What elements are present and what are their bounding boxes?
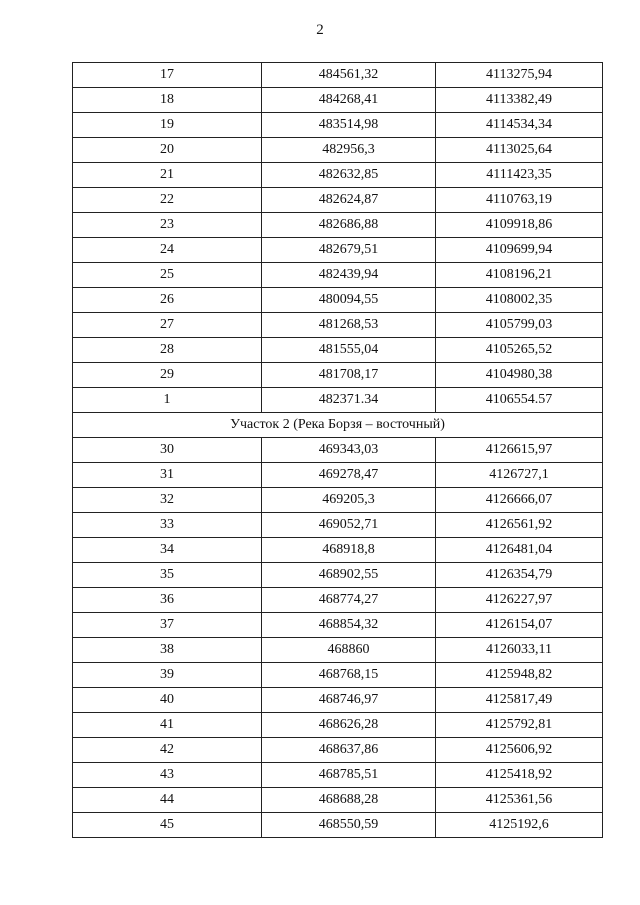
- table-row: [73, 388, 603, 413]
- table-row: [73, 688, 603, 713]
- y-coordinate-cell: 4105265,52: [436, 338, 603, 363]
- table-row: [73, 588, 603, 613]
- point-number-cell: 18: [73, 88, 262, 113]
- point-number-cell: 34: [73, 538, 262, 563]
- y-coordinate-cell: 4113382,49: [436, 88, 603, 113]
- y-coordinate-cell: 4113275,94: [436, 63, 603, 88]
- point-number-cell: 28: [73, 338, 262, 363]
- x-coordinate-cell: 483514,98: [262, 113, 436, 138]
- table-row: [73, 738, 603, 763]
- x-coordinate-cell: 468746,97: [262, 688, 436, 713]
- coordinates-table: [72, 62, 603, 838]
- y-coordinate-cell: 4125418,92: [436, 763, 603, 788]
- y-coordinate-cell: 4126033,11: [436, 638, 603, 663]
- y-coordinate-cell: 4108196,21: [436, 263, 603, 288]
- point-number-cell: 32: [73, 488, 262, 513]
- point-number-cell: 17: [73, 63, 262, 88]
- y-coordinate-cell: 4126727,1: [436, 463, 603, 488]
- table-row: [73, 188, 603, 213]
- table-row: [73, 338, 603, 363]
- point-number-cell: 41: [73, 713, 262, 738]
- point-number-cell: 35: [73, 563, 262, 588]
- y-coordinate-cell: 4111423,35: [436, 163, 603, 188]
- table-row: [73, 363, 603, 388]
- point-number-cell: 37: [73, 613, 262, 638]
- table-row: [73, 563, 603, 588]
- table-row: [73, 488, 603, 513]
- table-row: [73, 113, 603, 138]
- point-number-cell: 40: [73, 688, 262, 713]
- x-coordinate-cell: 481708,17: [262, 363, 436, 388]
- page-number: 2: [316, 22, 324, 38]
- table-row: [73, 538, 603, 563]
- table-row: [73, 713, 603, 738]
- point-number-cell: 22: [73, 188, 262, 213]
- section-header-row: [73, 413, 603, 438]
- table-row: [73, 513, 603, 538]
- point-number-cell: 36: [73, 588, 262, 613]
- y-coordinate-cell: 4126561,92: [436, 513, 603, 538]
- y-coordinate-cell: 4105799,03: [436, 313, 603, 338]
- x-coordinate-cell: 482679,51: [262, 238, 436, 263]
- y-coordinate-cell: 4109699,94: [436, 238, 603, 263]
- x-coordinate-cell: 468918,8: [262, 538, 436, 563]
- table-row: [73, 238, 603, 263]
- y-coordinate-cell: 4126354,79: [436, 563, 603, 588]
- table-row: [73, 438, 603, 463]
- x-coordinate-cell: 482956,3: [262, 138, 436, 163]
- x-coordinate-cell: 480094,55: [262, 288, 436, 313]
- table-row: [73, 88, 603, 113]
- point-number-cell: 44: [73, 788, 262, 813]
- table-row: [73, 813, 603, 838]
- x-coordinate-cell: 468860: [262, 638, 436, 663]
- x-coordinate-cell: 469205,3: [262, 488, 436, 513]
- coordinates-table-body: [73, 63, 603, 838]
- x-coordinate-cell: 469052,71: [262, 513, 436, 538]
- point-number-cell: 31: [73, 463, 262, 488]
- y-coordinate-cell: 4106554.57: [436, 388, 603, 413]
- y-coordinate-cell: 4126481,04: [436, 538, 603, 563]
- x-coordinate-cell: 468774,27: [262, 588, 436, 613]
- y-coordinate-cell: 4114534,34: [436, 113, 603, 138]
- table-row: [73, 163, 603, 188]
- point-number-cell: 25: [73, 263, 262, 288]
- y-coordinate-cell: 4126154,07: [436, 613, 603, 638]
- table-row: [73, 663, 603, 688]
- x-coordinate-cell: 482624,87: [262, 188, 436, 213]
- y-coordinate-cell: 4113025,64: [436, 138, 603, 163]
- x-coordinate-cell: 482371.34: [262, 388, 436, 413]
- table-row: [73, 788, 603, 813]
- x-coordinate-cell: 469278,47: [262, 463, 436, 488]
- x-coordinate-cell: 484561,32: [262, 63, 436, 88]
- table-row: [73, 763, 603, 788]
- point-number-cell: 19: [73, 113, 262, 138]
- y-coordinate-cell: 4125817,49: [436, 688, 603, 713]
- x-coordinate-cell: 468768,15: [262, 663, 436, 688]
- table-row: [73, 313, 603, 338]
- y-coordinate-cell: 4110763,19: [436, 188, 603, 213]
- x-coordinate-cell: 468637,86: [262, 738, 436, 763]
- y-coordinate-cell: 4108002,35: [436, 288, 603, 313]
- point-number-cell: 29: [73, 363, 262, 388]
- table-row: [73, 638, 603, 663]
- point-number-cell: 42: [73, 738, 262, 763]
- table-row: [73, 613, 603, 638]
- point-number-cell: 30: [73, 438, 262, 463]
- x-coordinate-cell: 469343,03: [262, 438, 436, 463]
- point-number-cell: 33: [73, 513, 262, 538]
- x-coordinate-cell: 481268,53: [262, 313, 436, 338]
- x-coordinate-cell: 481555,04: [262, 338, 436, 363]
- point-number-cell: 45: [73, 813, 262, 838]
- x-coordinate-cell: 468785,51: [262, 763, 436, 788]
- point-number-cell: 39: [73, 663, 262, 688]
- point-number-cell: 26: [73, 288, 262, 313]
- point-number-cell: 38: [73, 638, 262, 663]
- x-coordinate-cell: 468550,59: [262, 813, 436, 838]
- point-number-cell: 27: [73, 313, 262, 338]
- x-coordinate-cell: 468854,32: [262, 613, 436, 638]
- y-coordinate-cell: 4125606,92: [436, 738, 603, 763]
- y-coordinate-cell: 4125361,56: [436, 788, 603, 813]
- table-row: [73, 463, 603, 488]
- table-row: [73, 288, 603, 313]
- y-coordinate-cell: 4104980,38: [436, 363, 603, 388]
- y-coordinate-cell: 4126227,97: [436, 588, 603, 613]
- x-coordinate-cell: 468688,28: [262, 788, 436, 813]
- y-coordinate-cell: 4109918,86: [436, 213, 603, 238]
- x-coordinate-cell: 482686,88: [262, 213, 436, 238]
- y-coordinate-cell: 4126666,07: [436, 488, 603, 513]
- point-number-cell: 43: [73, 763, 262, 788]
- table-row: [73, 63, 603, 88]
- x-coordinate-cell: 482632,85: [262, 163, 436, 188]
- table-row: [73, 213, 603, 238]
- table-row: [73, 263, 603, 288]
- point-number-cell: 23: [73, 213, 262, 238]
- x-coordinate-cell: 484268,41: [262, 88, 436, 113]
- y-coordinate-cell: 4125192,6: [436, 813, 603, 838]
- y-coordinate-cell: 4125792,81: [436, 713, 603, 738]
- section-title: Участок 2 (Река Борзя – восточный): [73, 413, 603, 438]
- point-number-cell: 21: [73, 163, 262, 188]
- point-number-cell: 1: [73, 388, 262, 413]
- point-number-cell: 20: [73, 138, 262, 163]
- x-coordinate-cell: 482439,94: [262, 263, 436, 288]
- point-number-cell: 24: [73, 238, 262, 263]
- y-coordinate-cell: 4126615,97: [436, 438, 603, 463]
- x-coordinate-cell: 468626,28: [262, 713, 436, 738]
- table-row: [73, 138, 603, 163]
- x-coordinate-cell: 468902,55: [262, 563, 436, 588]
- y-coordinate-cell: 4125948,82: [436, 663, 603, 688]
